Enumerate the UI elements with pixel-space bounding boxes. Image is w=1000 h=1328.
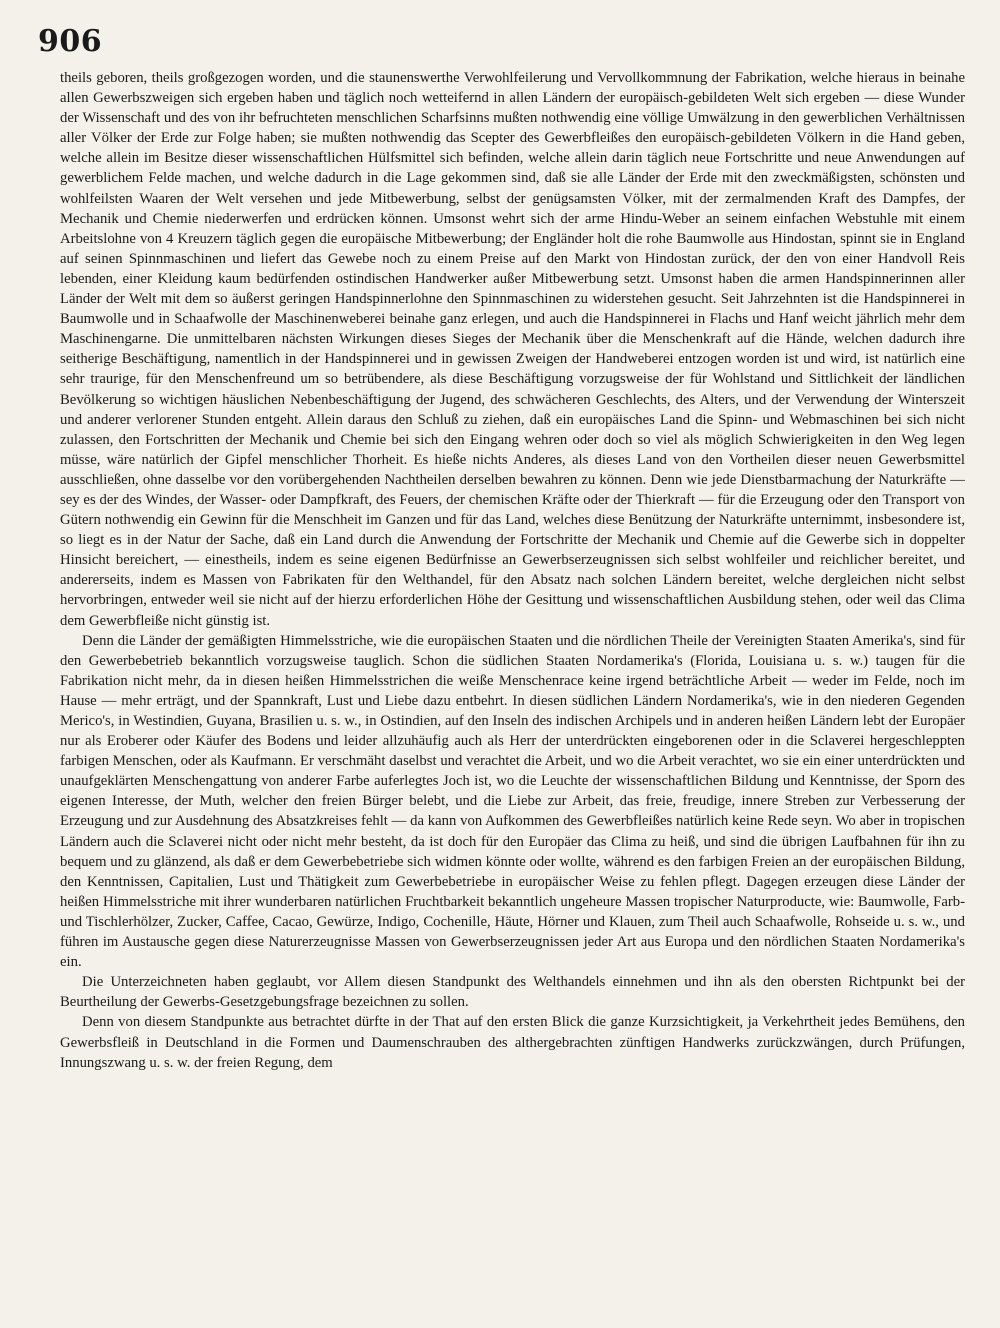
body-text <box>60 68 965 1073</box>
paragraph-3: Die Unterzeichneten haben geglaubt, vor Allem diesen Standpunkt des Welthandels einnehmen und ihn als den obersten Richtpunkt bei der Beurtheilung der Gewerbs-Gesetzgebungsfrage bezeichnen zu sollen. <box>60 974 965 1011</box>
paragraph-4: Denn von diesem Standpunkte aus betrachtet dürfte in der That auf den ersten Blick die ganze Kurzsichtigkeit, ja Verkehrtheit jedes Bemühens, den Gewerbsfleiß in Deutschland in die Formen und Daumenschrauben des althergebrachten zünftigen Handwerks zurückzwängen, durch Prüfungen, Innungszwang u. s. w. der freien Regung, dem <box>60 1014 965 1071</box>
paragraph-1: theils geboren, theils großgezogen worden, und die staunenswerthe Verwohlfeilerung und Vervollkommnung der Fabrikation, welche hieraus in beinahe allen Gewerbszweigen sich ergeben haben und täglich noch wetteifernd in allen Ländern der europäisch-gebildeten Welt sich ergeben — diese Wunder der Wissenschaft und des von ihr befruchteten menschlichen Scharfsinns mußten nothwendig eine völlige Umwälzung in den gewerblichen Verhältnissen aller Völker der Erde zur Folge haben; sie mußten nothwendig das Scepter des Gewerbfleißes den europäisch-gebildeten Völkern in die Hand geben, welche allein im Besitze dieser wissenschaftlichen Hülfsmittel sich befinden, welche allein darin täglich neue Fortschritte und neue Anwendungen auf gewerblichem Felde machen, und welche dadurch in die Lage gekommen sind, daß sie alle Länder der Erde mit den zweckmäßigsten, schönsten und wohlfeilsten Waaren der Welt versehen und jede Mitbewerbung, selbst der genügsamsten Völker, mit der zermalmenden Kraft des Dampfes, der Mechanik und Chemie niederwerfen und erdrücken können. Umsonst wehrt sich der arme Hindu-Weber an seinem einfachen Webstuhle mit einem Arbeitslohne von 4 Kreuzern täglich gegen die europäische Mitbewerbung; der Engländer holt die rohe Baumwolle aus Hindostan, spinnt sie in England auf seinen Spinnmaschinen und liefert das Gewebe noch zu einem Preise auf den Markt von Hindostan zurück, der den von einer Handvoll Reis lebenden, einer Kleidung kaum bedürfenden ostindischen Handwerker außer Mitbewerbung setzt. Umsonst haben die armen Handspinnerinnen aller Länder der Welt mit dem so äußerst geringen Handspinnerlohne den Spinnmaschinen zu widerstehen gesucht. Seit Jahrzehnten ist die Handspinnerei in Baumwolle und in Schaafwolle der Maschinenweberei beinahe ganz erlegen, und auch die Handspinnerei in Flachs und Hanf weicht jährlich mehr dem Maschinengarne. Die unmittelbaren nächsten Wirkungen dieses Sieges der Mechanik über die Menschenkraft auf die Hände, welchen dadurch ihre seitherige Beschäftigung, namentlich in der Handspinnerei und in gewissen Zweigen der Handweberei entzogen worden ist und wird, ist natürlich eine sehr traurige, für den Menschenfreund um so betrübendere, als diese Beschäftigung vorzugsweise der für Wohlstand und Sittlichkeit der ländlichen Bevölkerung so wichtigen häuslichen Nebenbeschäftigung der Jugend, des schwächeren Geschlechts, des Alters, und der Verwendung der Winterszeit und anderer verlorener Stunden entgeht. Allein daraus den Schluß zu ziehen, daß ein europäisches Land die Spinn- und Webmaschinen bei sich nicht zulassen, den Fortschritten der Mechanik und Chemie bei sich den Eingang wehren oder doch so viel als möglich Schwierigkeiten in den Weg legen müsse, wäre natürlich der Gipfel menschlicher Thorheit. Es hieße nichts Anderes, als dieses Land von den Vortheilen dieser neuen Gewerbsmittel ausschließen, ohne dasselbe vor den vorübergehenden Nachtheilen derselben bewahren zu können. Denn wie jede Dienstbarmachung der Naturkräfte — sey es der des Windes, der Wasser- oder Dampfkraft, des Feuers, der chemischen Kräfte oder der Thierkraft — für die Erzeugung oder den Transport von Gütern nothwendig ein Gewinn für die Menschheit im Ganzen und für das Land, welches diese Benützung der Naturkräfte unternimmt, insbesondere ist, so liegt es in der Natur der Sache, daß ein Land durch die Anwendung der Fortschritte der Mechanik und Chemie auf die Gewerbe sich in doppelter Hinsicht bereichert, — einestheils, indem es seine eigenen Bedürfnisse an Gewerbserzeugnissen sich selbst wohlfeiler und reichlicher bereitet, und andererseits, indem es Massen von Fabrikaten für den Welthandel, für den Absatz nach solchen Ländern bereitet, welche dergleichen nicht selbst hervorbringen, entweder weil sie nicht auf der hierzu erforderlichen Höhe der Gesittung und wissenschaftlichen Ausbildung stehen, oder weil das Clima dem Gewerbfleiße nicht günstig ist. <box>60 70 965 629</box>
paragraph-2: Denn die Länder der gemäßigten Himmelsstriche, wie die europäischen Staaten und die nördlichen Theile der Vereinigten Staaten Amerika's, sind für den Gewerbebetrieb bekanntlich vorzugsweise tauglich. Schon die südlichen Staaten Nordamerika's (Florida, Louisiana u. s. w.) taugen für die Fabrikation nicht mehr, da in diesen heißen Himmelsstrichen die weiße Menschenrace keine irgend beträchtliche Arbeit — weder im Felde, noch im Hause — mehr erträgt, und der Spannkraft, Lust und Liebe dazu entbehrt. In diesen südlichen Ländern Nordamerika's, wie in den niederen Gegenden Merico's, in Westindien, Guyana, Brasilien u. s. w., in Ostindien, auf den Inseln des indischen Archipels und in anderen heißen Ländern lebt der Europäer nur als Eroberer oder Käufer des Bodens und leider allzuhäufig auch als Herr der unterdrückten eingeborenen oder in die Sclaverei hergeschleppten farbigen Menschen, oder als Kaufmann. Er verschmäht daselbst und verachtet die Arbeit, und wo die Arbeit verachtet, wo sie ein einer unterdrückten und unaufgeklärten Menschengattung von anderer Farbe auferlegtes Joch ist, wo die Leuchte der wissenschaftlichen Bildung und Kenntnisse, der Sporn des eigenen Interesse, der Muth, welcher den freien Bürger belebt, und die Liebe zur Arbeit, das freie, freudige, innere Streben zur Verbesserung der Erzeugung und zur Ausdehnung des Absatzkreises fehlt — da kann von Aufkommen des Gewerbfleißes natürlich keine Rede seyn. Wo aber in tropischen Ländern auch die Sclaverei nicht oder nicht mehr besteht, da ist doch für den Europäer das Clima zu heiß, und sind die übrigen Laufbahnen für ihn zu bequem und zu glänzend, als daß er dem Gewerbebetriebe sich widmen könnte oder wollte, während es den farbigen Freien an der europäischen Bildung, den Kenntnissen, Capitalien, Lust und Thätigkeit zum Gewerbebetriebe in europäischer Weise zu fehlen pflegt. Dagegen erzeugen diese Länder der heißen Himmelsstriche mit ihrer wunderbaren natürlichen Fruchtbarkeit bekanntlich ungeheure Massen tropischer Naturproducte, wie: Baumwolle, Farb- und Tischlerhölzer, Zucker, Caffee, Cacao, Gewürze, Indigo, Cochenille, Häute, Hörner und Klauen, zum Theil auch Schaafwolle, Rohseide u. s. w., und führen im Austausche gegen diese Naturerzeugnisse Massen von Gewerbserzeugnissen jeder Art aus Europa und den nördlichen Staaten Nordamerika's ein. <box>60 632 965 971</box>
page-number: 906 <box>38 24 103 59</box>
